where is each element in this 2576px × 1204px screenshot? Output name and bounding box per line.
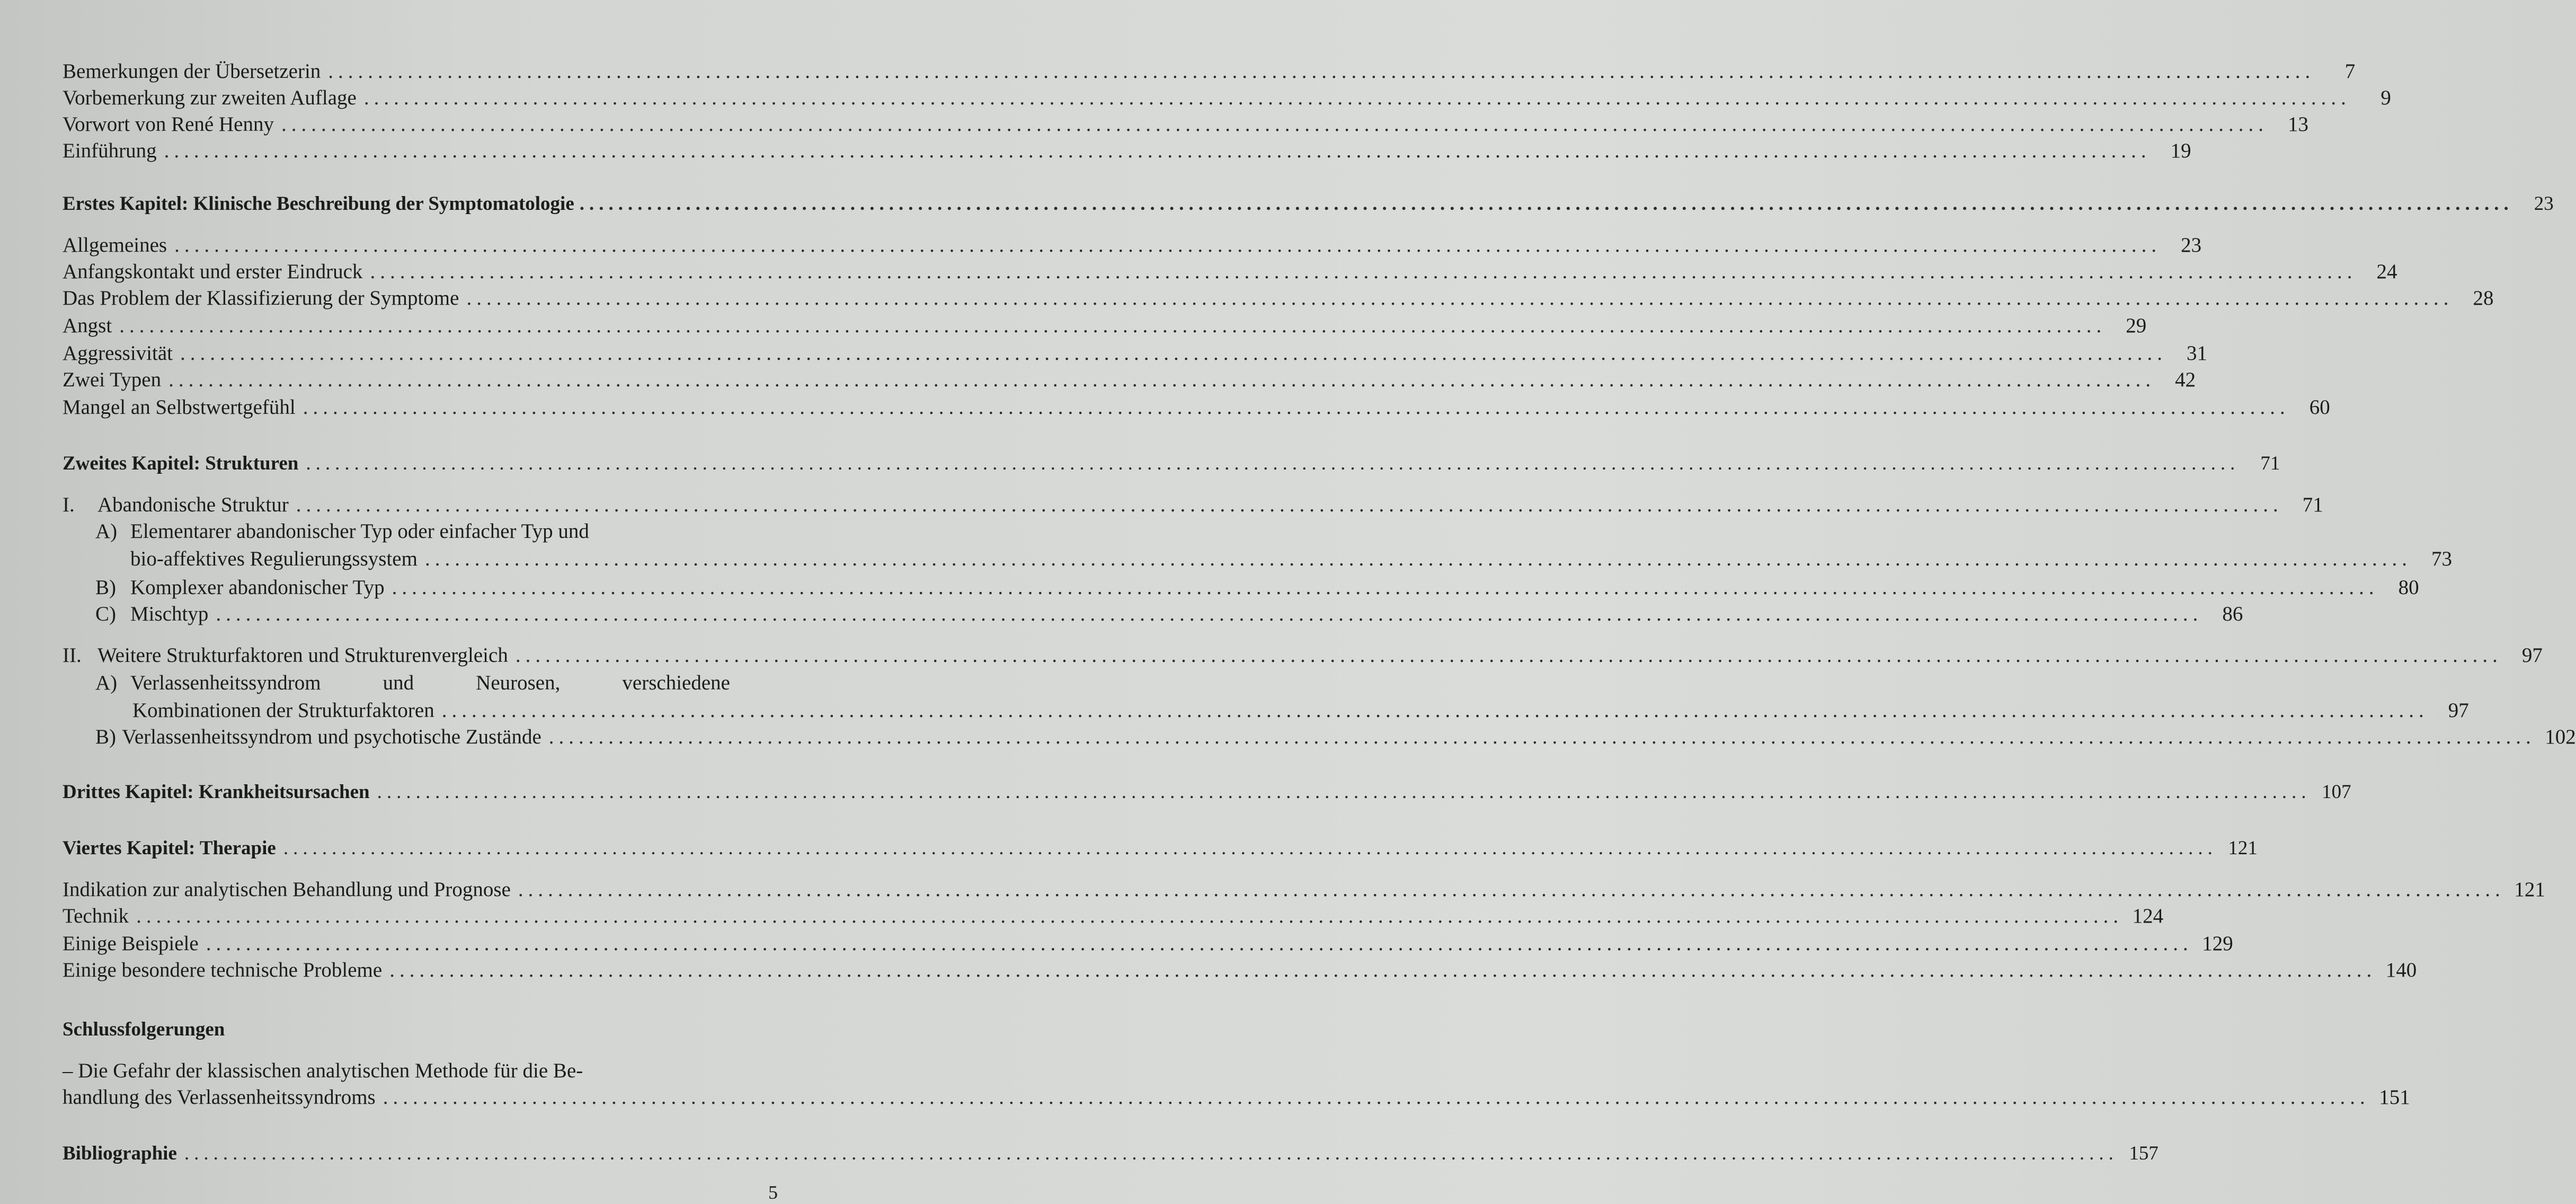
toc-entry: Das Problem der Klassifizierung der Symptome ........................................................................................................................................................................................................ 28 <box>63 284 779 313</box>
toc-entry: Einige Beispiele ........................................................................................................................................................................................................ 129 <box>63 929 779 958</box>
dot-leader: ........................................................................................................................................................................................................ <box>281 113 2268 136</box>
toc-entry: Technik ........................................................................................................................................................................................................ 124 <box>63 902 779 931</box>
toc-entry: Bemerkungen der Übersetzerin ........................................................................................................................................................................................................ 7 <box>63 57 779 86</box>
dot-leader: ........................................................................................................................................................................................................ <box>579 193 2513 215</box>
toc-entry: Vorbemerkung zur zweiten Auflage ........................................................................................................................................................................................................ 9 <box>63 84 779 112</box>
toc-entry: Vorwort von René Henny ........................................................................................................................................................................................................ 13 <box>63 110 779 139</box>
dot-leader: ........................................................................................................................................................................................................ <box>206 932 2193 955</box>
dot-leader: ........................................................................................................................................................................................................ <box>136 905 2124 927</box>
dot-leader: ........................................................................................................................................................................................................ <box>164 139 2151 162</box>
dot-leader: ........................................................................................................................................................................................................ <box>424 547 2412 570</box>
chapter-heading: Drittes Kapitel: Krankheitsursachen ........................................................................................................................................................................................................ 107 <box>63 778 779 807</box>
dot-leader: ........................................................................................................................................................................................................ <box>296 493 2283 516</box>
toc-entry: Mangel an Selbstwertgefühl ........................................................................................................................................................................................................ 60 <box>63 393 779 422</box>
toc-entry: Zwei Typen ........................................................................................................................................................................................................ 42 <box>63 366 779 394</box>
page-number: 5 <box>768 1182 778 1203</box>
chapter-heading: Bibliographie ........................................................................................................................................................................................................ 157 <box>63 1139 779 1168</box>
toc-entry: Indikation zur analytischen Behandlung und Prognose ........................................................................................................................................................................................................ 121 <box>63 875 779 904</box>
dot-leader: ........................................................................................................................................................................................................ <box>466 287 2454 309</box>
dot-leader: ........................................................................................................................................................................................................ <box>383 1086 2370 1109</box>
dot-leader: ........................................................................................................................................................................................................ <box>303 396 2290 419</box>
dot-leader: ........................................................................................................................................................................................................ <box>306 453 2240 474</box>
dot-leader: ........................................................................................................................................................................................................ <box>441 699 2429 722</box>
toc-entry: C) Mischtyp ........................................................................................................................................................................................................ 86 <box>63 600 779 628</box>
toc-entry: Angst ........................................................................................................................................................................................................ 29 <box>63 312 779 340</box>
toc-entry: Kombinationen der Strukturfaktoren ........................................................................................................................................................................................................ 97 <box>63 696 779 725</box>
dot-leader: ........................................................................................................................................................................................................ <box>283 837 2217 859</box>
toc-entry: Anfangskontakt und erster Eindruck ........................................................................................................................................................................................................ 24 <box>63 258 779 286</box>
dot-leader: ........................................................................................................................................................................................................ <box>363 86 2351 109</box>
dot-leader: ........................................................................................................................................................................................................ <box>515 644 2502 667</box>
dot-leader: ........................................................................................................................................................................................................ <box>548 725 2536 748</box>
dot-leader: ........................................................................................................................................................................................................ <box>328 60 2315 83</box>
dot-leader: ........................................................................................................................................................................................................ <box>389 959 2377 981</box>
dot-leader: ........................................................................................................................................................................................................ <box>168 368 2156 391</box>
dot-leader: ........................................................................................................................................................................................................ <box>216 603 2203 625</box>
dot-leader: ........................................................................................................................................................................................................ <box>377 781 2311 803</box>
toc-entry: – Die Gefahr der klassischen analytischen Methode für die Be- <box>63 1059 583 1082</box>
toc-entry: Allgemeines ........................................................................................................................................................................................................ 23 <box>63 231 779 260</box>
toc-entry: A) Elementarer abandonischer Typ oder einfacher Typ und <box>95 520 589 543</box>
chapter-heading: Schlussfolgerungen <box>63 1019 225 1040</box>
chapter-heading: Erstes Kapitel: Klinische Beschreibung der Symptomatologie ........................................................................................................................................................................................................ 23 <box>63 190 779 218</box>
dot-leader: ........................................................................................................................................................................................................ <box>184 1143 2118 1164</box>
toc-entry: I. Abandonische Struktur ........................................................................................................................................................................................................ 71 <box>63 491 779 519</box>
dot-leader: ........................................................................................................................................................................................................ <box>180 342 2167 365</box>
toc-entry: handlung des Verlassenheitssyndroms ........................................................................................................................................................................................................ 151 <box>63 1083 779 1112</box>
chapter-heading: Viertes Kapitel: Therapie ........................................................................................................................................................................................................ 121 <box>63 834 779 863</box>
toc-entry: B) Komplexer abandonischer Typ ........................................................................................................................................................................................................ 80 <box>63 573 779 602</box>
toc-entry: II. Weitere Strukturfaktoren und Strukturenvergleich ........................................................................................................................................................................................................ 97 <box>63 641 779 670</box>
dot-leader: ........................................................................................................................................................................................................ <box>119 314 2107 337</box>
toc-entry: Einführung ........................................................................................................................................................................................................ 19 <box>63 137 779 165</box>
dot-leader: ........................................................................................................................................................................................................ <box>518 878 2505 901</box>
toc-entry: bio-affektives Regulierungssystem ........................................................................................................................................................................................................ 73 <box>63 545 779 573</box>
toc-entry: A) Verlassenheitssyndrom und Neurosen, verschiedene <box>95 671 730 694</box>
dot-leader: ........................................................................................................................................................................................................ <box>174 234 2162 256</box>
toc-entry: Aggressivität ........................................................................................................................................................................................................ 31 <box>63 339 779 368</box>
toc-entry: B) Verlassenheitssyndrom und psychotische Zustände ........................................................................................................................................................................................................ 102 <box>63 723 779 751</box>
toc-entry: Einige besondere technische Probleme ........................................................................................................................................................................................................ 140 <box>63 956 779 985</box>
chapter-heading: Zweites Kapitel: Strukturen ........................................................................................................................................................................................................ 71 <box>63 449 779 478</box>
dot-leader: ........................................................................................................................................................................................................ <box>392 576 2379 599</box>
dot-leader: ........................................................................................................................................................................................................ <box>370 260 2357 283</box>
